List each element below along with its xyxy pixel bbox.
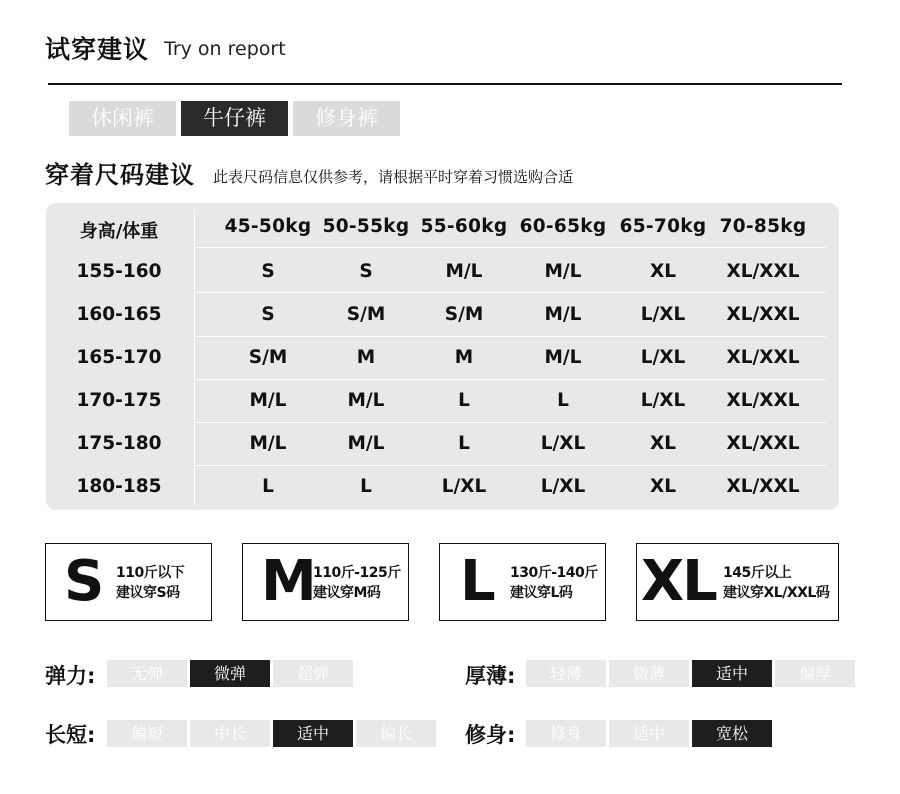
table-divider — [196, 422, 826, 423]
table-cell: S — [359, 261, 373, 282]
table-column-header: 70-85kg — [719, 216, 807, 237]
table-cell: L/XL — [640, 390, 686, 411]
length-label: 长短: — [45, 723, 96, 747]
size-card-letter: L — [460, 549, 494, 614]
size-card-advice: 建议穿L码 — [510, 585, 573, 601]
table-cell: XL/XXL — [726, 261, 800, 282]
table-row-height: 155-160 — [76, 261, 162, 282]
table-column-header: 55-60kg — [420, 216, 508, 237]
table-divider — [196, 292, 826, 293]
table-cell: S/M — [346, 304, 386, 325]
table-cell: XL — [649, 433, 677, 454]
size-card-letter: S — [64, 549, 103, 614]
size-card-letter: M — [261, 549, 315, 614]
table-cell: L/XL — [640, 304, 686, 325]
table-cell: M/L — [347, 433, 385, 454]
size-card-weight: 130斤-140斤 — [510, 565, 598, 581]
table-cell: L/XL — [540, 476, 586, 497]
table-cell: M/L — [445, 261, 483, 282]
size-card-weight: 110斤-125斤 — [313, 565, 401, 581]
page-title: 试穿建议 — [45, 35, 150, 64]
table-cell: XL — [649, 261, 677, 282]
size-section-heading: 穿着尺码建议 — [45, 161, 195, 189]
tab-casual-pants[interactable]: 休闲裤 — [69, 101, 176, 136]
elasticity-label: 弹力: — [45, 664, 96, 688]
table-cell: XL/XXL — [726, 390, 800, 411]
table-cell: XL/XXL — [726, 347, 800, 368]
table-corner-header: 身高/体重 — [79, 221, 159, 242]
table-cell: M — [356, 347, 376, 368]
size-card-advice: 建议穿M码 — [313, 585, 381, 601]
size-card-advice: 建议穿S码 — [116, 585, 180, 601]
table-cell: M — [454, 347, 474, 368]
size-card-letter: XL — [641, 549, 716, 614]
table-row-height: 160-165 — [76, 304, 162, 325]
table-cell: M/L — [249, 390, 287, 411]
table-cell: M/L — [249, 433, 287, 454]
size-card-m — [242, 543, 409, 621]
size-card-s — [45, 543, 212, 621]
size-section-note: 此表尺码信息仅供参考，请根据平时穿着习惯选购合适 — [213, 168, 574, 186]
size-card-weight: 110斤以下 — [116, 565, 185, 581]
table-column-header: 65-70kg — [619, 216, 707, 237]
fit-option-slim: 修身 — [526, 720, 606, 747]
fit-option-regular: 适中 — [609, 720, 689, 747]
title-divider — [48, 83, 842, 85]
size-card-l — [439, 543, 606, 621]
table-cell: L — [458, 433, 470, 454]
fit-option-loose: 宽松 — [692, 720, 772, 747]
elasticity-option-high: 超弹 — [273, 660, 353, 687]
table-row-height: 170-175 — [76, 390, 162, 411]
table-cell: S/M — [248, 347, 288, 368]
table-cell: L/XL — [540, 433, 586, 454]
tab-jeans[interactable]: 牛仔裤 — [181, 101, 288, 136]
table-cell: S — [261, 261, 275, 282]
table-cell: L — [262, 476, 274, 497]
table-row-height: 165-170 — [76, 347, 162, 368]
table-cell: XL/XXL — [726, 304, 800, 325]
length-option-short: 偏短 — [107, 720, 187, 747]
table-divider — [196, 379, 826, 380]
table-cell: M/L — [544, 304, 582, 325]
table-row-height: 175-180 — [76, 433, 162, 454]
table-column-header: 60-65kg — [519, 216, 607, 237]
page-subtitle: Try on report — [164, 38, 286, 60]
table-cell: L/XL — [441, 476, 487, 497]
table-cell: L — [360, 476, 372, 497]
table-cell: M/L — [544, 261, 582, 282]
table-divider — [196, 465, 826, 466]
length-option-regular: 适中 — [273, 720, 353, 747]
size-card-xl — [636, 543, 839, 621]
table-divider-vertical — [194, 210, 195, 506]
thickness-option-thin: 微薄 — [609, 660, 689, 687]
elasticity-option-slight: 微弹 — [190, 660, 270, 687]
table-column-header: 45-50kg — [224, 216, 312, 237]
thickness-option-medium: 适中 — [692, 660, 772, 687]
table-cell: S — [261, 304, 275, 325]
length-option-medium-long: 中长 — [190, 720, 270, 747]
size-card-advice: 建议穿XL/XXL码 — [723, 585, 830, 601]
size-card-weight: 145斤以上 — [723, 565, 792, 581]
table-cell: S/M — [444, 304, 484, 325]
thickness-option-light: 轻薄 — [526, 660, 606, 687]
table-cell: L/XL — [640, 347, 686, 368]
length-option-long: 偏长 — [356, 720, 436, 747]
table-cell: XL/XXL — [726, 433, 800, 454]
table-cell: XL — [649, 476, 677, 497]
table-divider — [196, 247, 826, 248]
table-divider — [196, 336, 826, 337]
table-row-height: 180-185 — [76, 476, 162, 497]
thickness-label: 厚薄: — [465, 664, 516, 688]
elasticity-option-none: 无弹 — [107, 660, 187, 687]
table-cell: XL/XXL — [726, 476, 800, 497]
thickness-option-thick: 偏厚 — [775, 660, 855, 687]
table-cell: L — [458, 390, 470, 411]
table-cell: L — [557, 390, 569, 411]
table-cell: M/L — [347, 390, 385, 411]
tab-slim-pants[interactable]: 修身裤 — [293, 101, 400, 136]
table-column-header: 50-55kg — [322, 216, 410, 237]
fit-label: 修身: — [465, 723, 516, 747]
table-cell: M/L — [544, 347, 582, 368]
